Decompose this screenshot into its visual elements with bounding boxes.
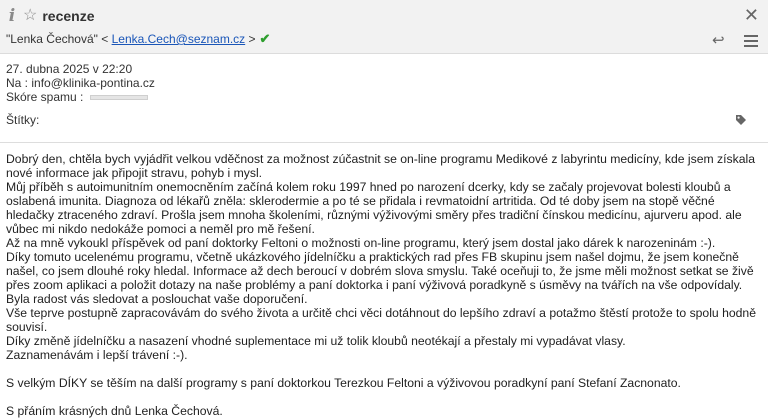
body-paragraph: Dobrý den, chtěla bych vyjádřit velkou vděčnost za možnost zúčastnit se on-line programu Medikové z labyrintu medicíny, kde jsem získala nové informace jak připojit stravu, pohyb i mysl. [6, 152, 755, 180]
body-paragraph: Vše teprve postupně zapracovávám do svého života a určitě chci věci dotáhnout do lepšího zdraví a potažmo štěstí protože to spolu hodně souvisí. [6, 306, 756, 334]
star-icon[interactable]: ☆ [23, 7, 38, 24]
message-meta [6, 62, 155, 104]
recipient-row [6, 76, 155, 90]
tags-label: Štítky: [6, 113, 40, 127]
checkmark-icon: ✔ [259, 31, 271, 46]
spam-score-bar [90, 95, 148, 100]
close-icon[interactable]: ✕ [743, 5, 759, 25]
tag-icon[interactable] [735, 114, 747, 126]
spam-score-row [6, 90, 155, 104]
subject-row [6, 6, 95, 26]
recipient-email: info@klinika-pontina.cz [31, 76, 155, 90]
sender-row [6, 31, 270, 47]
signature: S přáním krásných dnů Lenka Čechová. [6, 404, 223, 418]
recipient-label: Na : [6, 76, 29, 90]
body-paragraph: Díky tomuto ucelenému programu, včetně ukázkového jídelníčku a praktických rad přes FB skupinu jsem našel dojmu, že jsem konečně našel, co jsem dlouhé roky hledal. Informace až dech beroucí v dobrém slova smyslu. Také oceňuji to, že jsme měli možnost setkat se živě přes zoom aplikaci a položit dotazy na naše problémy a paní doktorka i paní výživová poradkyně s úsměvy na tvářích na vše odpovídaly. Byla radost vás sledovat a poslouchat vaše doporučení. [6, 250, 754, 306]
sender-email-link[interactable]: Lenka.Cech@seznam.cz [111, 32, 246, 46]
closing-paragraph: S velkým DÍKY se těším na další programy s paní doktorkou Terezkou Feltoni a výživovou poradkyní paní Stefaní Zacnonato. [6, 376, 681, 390]
spam-score-label: Skóre spamu : [6, 90, 84, 104]
message-subject: recenze [42, 8, 95, 24]
sender-name: "Lenka Čechová" [6, 32, 98, 46]
header-divider [0, 142, 768, 143]
message-header [0, 0, 768, 54]
body-paragraph: Můj příběh s autoimunitním onemocněním začíná kolem roku 1997 hned po narození dcerky, kdy se začaly projevovat bolesti kloubů a oslabená imunita. Diagnoza od lékařů zněla: sklerodermie a po té se přidala i revmatoidní artritida. Od té doby jsem na stopě věčné hledačky ztraceného zdraví. Prošla jsem mnoha školeními, různými výživovými směry přes tradiční čínskou medicínu, ajurveru apod. ale vůbec mi nikdo nedokáže pomoci a neměl pro mě řešení. [6, 180, 742, 236]
body-paragraph: Až na mně vykoukl příspěvek od paní doktorky Feltoni o možnosti on-line programu, který jsem dostal jako dárek k narozeninám :-). [6, 236, 716, 250]
angle-open: < [97, 32, 112, 46]
angle-close: > [245, 32, 256, 46]
body-paragraph: Díky změně jídelníčku a nasazení vhodné suplementace mi už tolik kloubů neotékají a přestaly mi vypadávat vlasy. [6, 334, 626, 348]
message-date: 27. dubna 2025 v 22:20 [6, 62, 133, 76]
menu-icon[interactable] [744, 35, 758, 50]
info-icon[interactable]: i [8, 6, 16, 26]
reply-icon[interactable]: ↩ [712, 32, 725, 49]
message-body [6, 152, 758, 418]
body-paragraph: Zaznamenávám i lepší trávení :-). [6, 348, 188, 362]
